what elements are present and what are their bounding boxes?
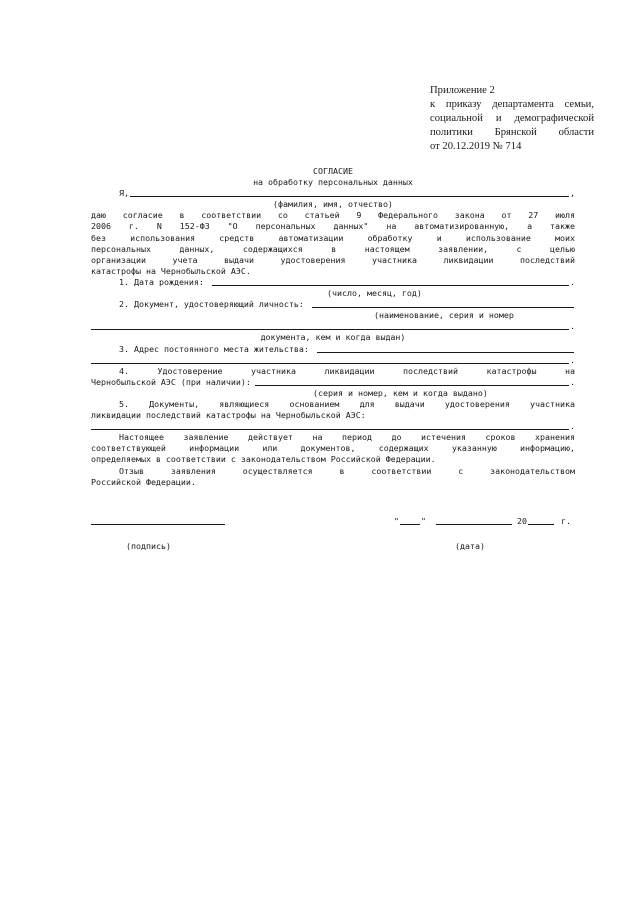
validity-line-3: определяемых в соответствии с законодательством Российской Федерации. (91, 454, 436, 465)
validity-line-2: соответствующей информации или документов, содержащих указанную информацию, (91, 443, 575, 454)
appendix-block (430, 84, 594, 154)
appendix-title: Приложение 2 (430, 85, 495, 96)
birthdate-period: . (570, 276, 575, 287)
address-field[interactable] (317, 344, 574, 353)
fio-field[interactable] (130, 188, 569, 197)
birthdate-row (91, 277, 575, 288)
id-document-row-2 (91, 321, 575, 332)
documents-row (91, 421, 575, 432)
birthdate-field[interactable] (212, 277, 569, 286)
address-field-2[interactable] (91, 355, 569, 364)
date-hint: (дата) (455, 541, 485, 552)
birthdate-hint: (число, месяц, год) (327, 288, 422, 299)
fio-row (91, 188, 575, 199)
id-document-period: . (570, 321, 575, 332)
fio-comma: , (570, 188, 575, 199)
address-period: . (570, 354, 575, 365)
documents-line-1: 5. Документы, являющиеся основанием для выдачи удостоверения участника (119, 398, 575, 409)
id-document-field[interactable] (312, 299, 574, 308)
signature-hint: (подпись) (126, 541, 171, 552)
certificate-line-1: 4. Удостоверение участника ликвидации последствий катастрофы на (119, 365, 575, 376)
id-document-label: 2. Документ, удостоверяющий личность: (119, 299, 304, 310)
para1-line-4: персональных данных, содержащихся в настоящем заявлении, с целью (91, 243, 575, 254)
id-document-field-2[interactable] (91, 321, 569, 330)
address-row-2 (91, 355, 575, 366)
date-quote-open: " (394, 516, 399, 526)
para1-line-3: без использования средств автоматизации обработку и использование моих (91, 232, 575, 243)
certificate-period: . (570, 376, 575, 387)
address-label: 3. Адрес постоянного места жительства: (119, 343, 309, 354)
certificate-label: Чернобыльской АЭС (при наличии): (91, 376, 251, 387)
para1-line-1: даю согласие в соответствии со статьей 9 Федерального закона от 27 июля (91, 210, 575, 221)
date-year-suffix: г. (561, 516, 571, 526)
appendix-department-line: социальной и демографической (430, 113, 594, 124)
documents-field[interactable] (91, 421, 569, 430)
id-document-hint-2: документа, кем и когда выдан) (260, 332, 406, 343)
documents-period: . (570, 421, 575, 432)
date-quote-close: " (421, 516, 426, 526)
fio-hint: (фамилия, имя, отчество) (273, 199, 393, 210)
certificate-hint: (серия и номер, кем и когда выдано) (313, 387, 488, 398)
birthdate-label: 1. Дата рождения: (119, 276, 204, 287)
signature-hints-row (91, 541, 575, 552)
address-row (91, 344, 575, 355)
consent-body (91, 166, 575, 488)
date-month-field[interactable] (436, 516, 512, 525)
id-document-hint-1: (наименование, серия и номер (374, 310, 514, 321)
certificate-row (91, 377, 575, 388)
documents-line-2: ликвидации последствий катастрофы на Чернобыльской АЭС: (91, 410, 366, 421)
consent-subtitle: на обработку персональных данных (253, 177, 413, 188)
para1-line-6: катастрофы на Чернобыльской АЭС. (91, 265, 251, 276)
para1-line-2: 2006 г. N 152-ФЗ "О персональных данных" на автоматизированную, а также (91, 221, 575, 232)
signature-field[interactable] (91, 516, 225, 525)
appendix-date-line: от 20.12.2019 № 714 (430, 141, 522, 152)
date-year-field[interactable] (528, 516, 554, 525)
certificate-field[interactable] (255, 377, 569, 386)
id-document-row (91, 299, 575, 310)
revoke-line-1: Отзыв заявления осуществляется в соответствии с законодательством (119, 465, 575, 476)
appendix-order-line: к приказу департамента семьи, (430, 99, 594, 110)
fio-label: Я, (119, 188, 129, 199)
date-day-field[interactable] (400, 516, 420, 525)
consent-title: СОГЛАСИЕ (313, 166, 353, 176)
signature-block (91, 516, 575, 552)
para1-line-5: организации учета выдачи удостоверения участника ликвидации последствий (91, 254, 575, 265)
date-year-prefix: 20 (517, 516, 527, 526)
signature-row (91, 516, 575, 527)
revoke-line-2: Российской Федерации. (91, 476, 196, 487)
appendix-policy-line: политики Брянской области (430, 127, 594, 138)
validity-line-1: Настоящее заявление действует на период до истечения сроков хранения (119, 432, 575, 443)
